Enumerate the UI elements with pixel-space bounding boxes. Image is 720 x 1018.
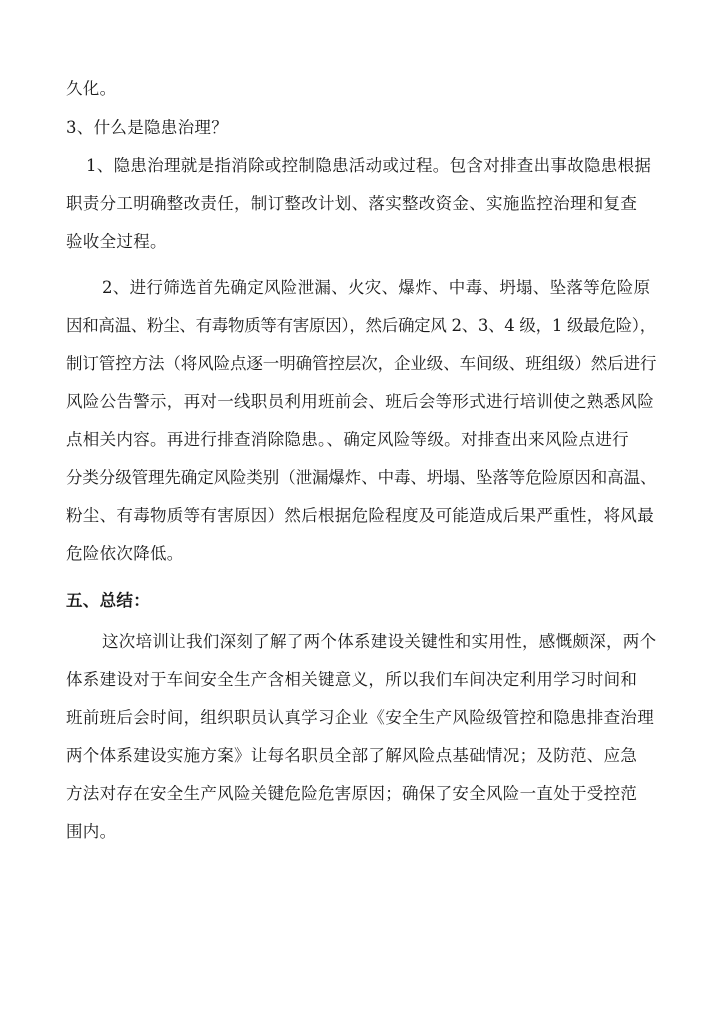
paragraph-3-line: 两个体系建设实施方案》让每名职员全部了解风险点基础情况；及防范、应急 xyxy=(66,746,638,765)
paragraph-2-line: 点相关内容。再进行排查消除隐患。、确定风险等级。对排查出来风险点进行 xyxy=(66,430,629,449)
paragraph-2-line: 2、进行筛选首先确定风险泄漏、火灾、爆炸、中毒、坍塌、坠落等危险原 xyxy=(102,278,651,297)
paragraph-1-line: 职责分工明确整改责任，制订整改计划、落实整改资金、实施监控治理和复查 xyxy=(66,194,638,213)
paragraph-3-line: 这次培训让我们深刻了解了两个体系建设关键性和实用性，感慨颇深，两个 xyxy=(102,632,657,651)
continuation-text: 久化。 xyxy=(66,79,117,98)
paragraph-1-line: 1、隐患治理就是指消除或控制隐患活动或过程。包含对排查出事故隐患根据 xyxy=(86,156,652,175)
paragraph-3-line: 围内。 xyxy=(66,822,117,841)
section-5-title: 五、总结： xyxy=(66,591,150,610)
paragraph-2-line: 危险依次降低。 xyxy=(66,544,184,563)
paragraph-3-line: 班前班后会时间，组织职员认真学习企业《安全生产风险级管控和隐患排查治理 xyxy=(66,708,654,727)
paragraph-3-line: 方法对存在安全生产风险关键危险危害原因；确保了安全风险一直处于受控范 xyxy=(66,784,638,803)
paragraph-2-line: 粉尘、有毒物质等有害原因）然后根据危险程度及可能造成后果严重性，将风最 xyxy=(66,506,654,525)
paragraph-2-line: 制订管控方法（将风险点逐一明确管控层次，企业级、车间级、班组级）然后进行 xyxy=(66,354,657,373)
paragraph-3-line: 体系建设对于车间安全生产含相关键意义，所以我们车间决定利用学习时间和 xyxy=(66,670,638,689)
paragraph-2-line: 因和高温、粉尘、有毒物质等有害原因），然后确定风 2、3、4 级，1 级最危险）， xyxy=(66,316,656,335)
paragraph-2-line: 分类分级管理先确定风险类别（泄漏爆炸、中毒、坍塌、坠落等危险原因和高温、 xyxy=(66,468,657,487)
paragraph-2-line: 风险公告警示，再对一线职员利用班前会、班后会等形式进行培训使之熟悉风险 xyxy=(66,392,654,411)
question-3-title: 3、什么是隐患治理？ xyxy=(66,118,228,137)
paragraph-1-line: 验收全过程。 xyxy=(66,232,167,251)
